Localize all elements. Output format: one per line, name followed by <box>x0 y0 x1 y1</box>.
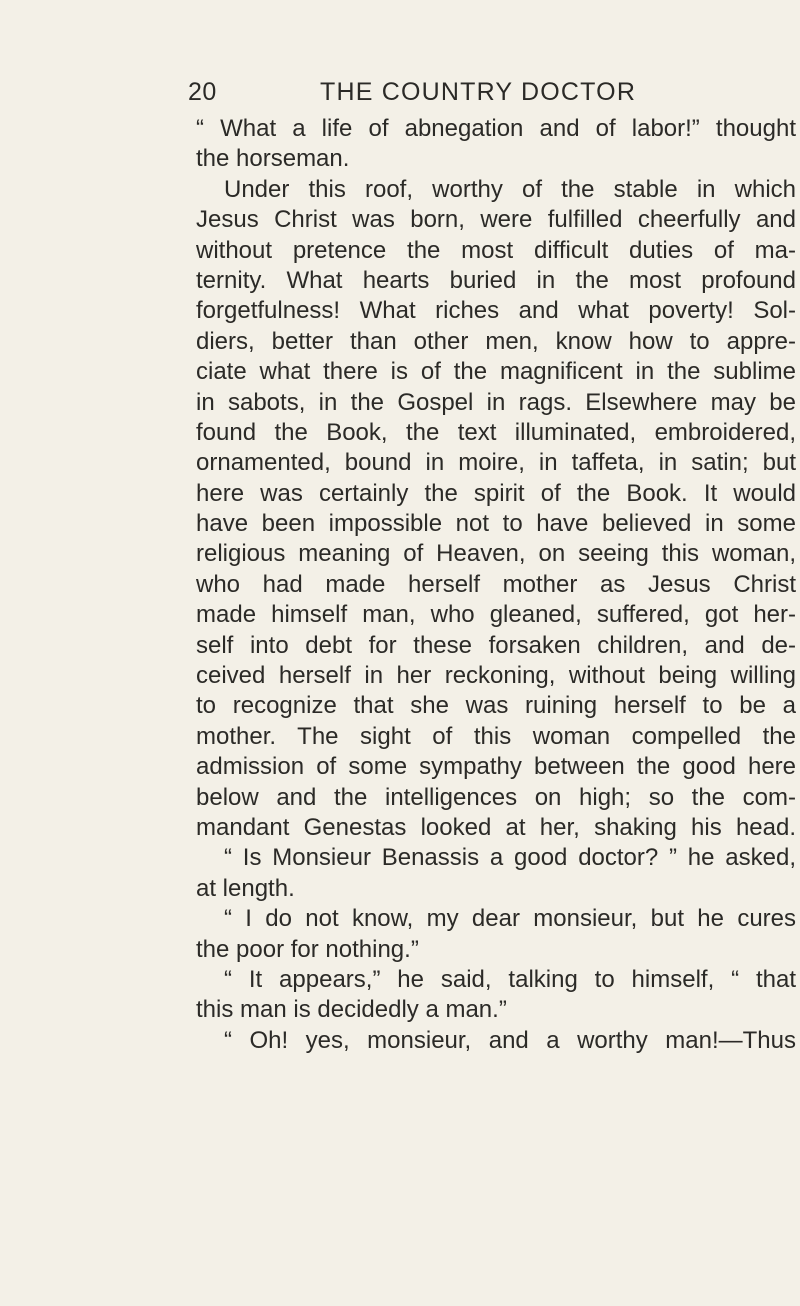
text-line: in sabots, in the Gospel in rags. Elsewhere may be <box>196 388 796 416</box>
text-line: found the Book, the text illuminated, embroidered, <box>196 418 796 446</box>
text-line: ternity. What hearts buried in the most profound <box>196 266 796 294</box>
text-line: ciate what there is of the magnificent in the sublime <box>196 358 796 386</box>
text-line: this man is decidedly a man.” <box>196 996 507 1024</box>
text-line: “ I do not know, my dear monsieur, but he cures <box>224 905 796 933</box>
text-line: have been impossible not to have believed in some <box>196 510 796 538</box>
text-line: at length. <box>196 874 295 902</box>
text-line: forgetfulness! What riches and what poverty! Sol- <box>196 297 796 325</box>
text-line: “ Oh! yes, monsieur, and a worthy man!—Thus <box>224 1026 796 1054</box>
text-line: diers, better than other men, know how to appre- <box>196 327 796 355</box>
text-line: without pretence the most difficult duties of ma- <box>196 236 796 264</box>
page-number: 20 <box>188 78 217 106</box>
text-line: religious meaning of Heaven, on seeing this woman, <box>196 540 796 568</box>
text-line: ceived herself in her reckoning, without being willing <box>196 662 796 690</box>
text-line: admission of some sympathy between the good here <box>196 753 796 781</box>
text-line: the horseman. <box>196 145 350 173</box>
body-text <box>196 114 796 1056</box>
text-line: who had made herself mother as Jesus Christ <box>196 570 796 598</box>
text-line: ornamented, bound in moire, in taffeta, in satin; but <box>196 449 796 477</box>
text-line: Under this roof, worthy of the stable in which <box>224 175 796 203</box>
text-line: mother. The sight of this woman compelled the <box>196 722 796 750</box>
text-line: “ What a life of abnegation and of labor!” thought <box>196 115 796 142</box>
text-line: to recognize that she was ruining herself to be a <box>196 692 796 720</box>
text-line: here was certainly the spirit of the Book. It would <box>196 479 796 507</box>
text-line: made himself man, who gleaned, suffered, got her- <box>196 601 796 629</box>
text-line: Jesus Christ was born, were fulfilled cheerfully and <box>196 206 796 234</box>
text-line: mandant Genestas looked at her, shaking his head. <box>196 813 796 841</box>
text-line: self into debt for these forsaken children, and de- <box>196 631 796 659</box>
text-line: “ Is Monsieur Benassis a good doctor? ” he asked, <box>224 844 796 872</box>
text-line: “ It appears,” he said, talking to himself, “ that <box>224 965 796 993</box>
text-line: the poor for nothing.” <box>196 935 419 963</box>
text-line: below and the intelligences on high; so the com- <box>196 783 796 811</box>
running-head: THE COUNTRY DOCTOR <box>320 78 637 106</box>
